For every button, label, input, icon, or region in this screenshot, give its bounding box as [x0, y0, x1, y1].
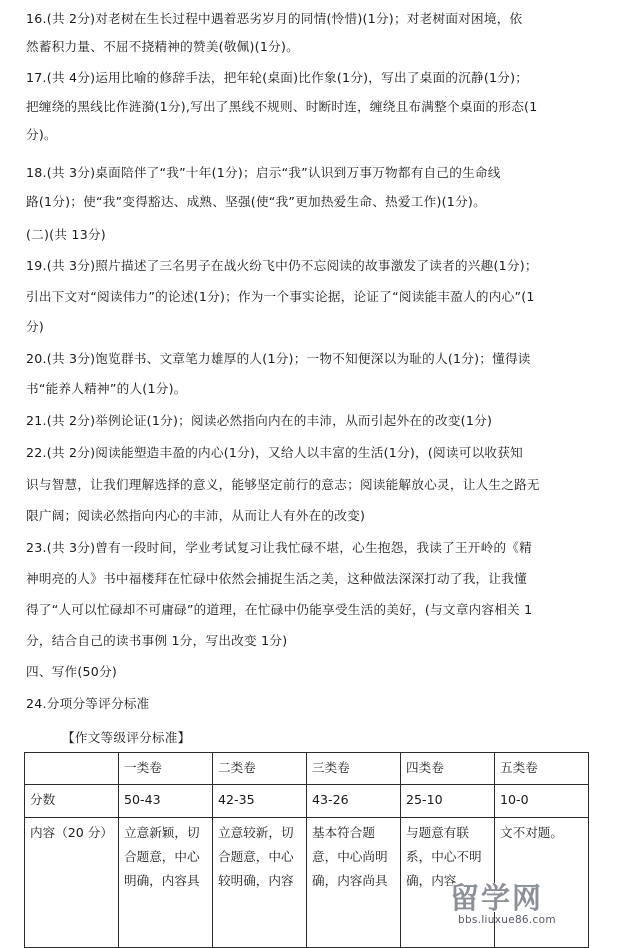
table-cell: 43-26 [307, 785, 401, 818]
answer-16-line-2: 然蓄积力量、不屈不挠精神的赞美(敬佩)(1分)。 [26, 39, 299, 54]
section-2-heading: (二)(共 13分) [26, 227, 106, 242]
answer-16-line-1: 16.(共 2分)对老树在生长过程中遇着恶劣岁月的同情(怜惜)(1分)；对老树面对困境，依 [26, 11, 523, 26]
cell-text-line: 较明确，内容 [218, 873, 294, 888]
table-header-cell: 一类卷 [119, 753, 213, 785]
question-24-heading: 24.分项分等评分标准 [26, 696, 150, 711]
answer-19-line-1: 19.(共 3分)照片描述了三名男子在战火纷飞中仍不忘阅读的故事激发了读者的兴趣(1分)； [26, 258, 538, 273]
watermark-logo-text: 留学网 [450, 881, 544, 915]
answer-22-line-1: 22.(共 2分)阅读能塑造丰盈的内心(1分)，又给人以丰富的生活(1分)，(阅读可以收获知 [26, 445, 523, 460]
answer-20-line-1: 20.(共 3分)饱览群书、文章笔力雄厚的人(1分)；一物不知便深以为耻的人(1分)；懂得读 [26, 351, 531, 366]
answer-23-line-2: 神明亮的人》书中福楼拜在忙碌中依然会捕捉生活之美，这种做法深深打动了我，让我懂 [26, 571, 527, 586]
answer-23-line-4: 分，结合自己的读书事例 1分，写出改变 1分) [26, 633, 288, 648]
answer-23-line-1: 23.(共 3分)曾有一段时间，学业考试复习让我忙碌不堪，心生抱怨，我读了王开岭的《精 [26, 540, 532, 555]
table-header-cell: 二类卷 [213, 753, 307, 785]
table-cell: 10-0 [495, 785, 589, 818]
cell-text-line: 确，内容 [406, 873, 457, 888]
table-header-cell: 五类卷 [495, 753, 589, 785]
cell-text-line: 文不对题。 [500, 825, 563, 840]
answer-21-line-1: 21.(共 2分)举例论证(1分)；阅读必然指向内在的丰沛，从而引起外在的改变(1分) [26, 413, 493, 428]
cell-text-line: 与题意有联 [406, 825, 469, 840]
cell-text-line: 合题意，中心 [218, 849, 294, 864]
answer-17-line-1: 17.(共 4分)运用比喻的修辞手法，把年轮(桌面)比作象(1分)，写出了桌面的沉静(1分)； [26, 70, 529, 85]
table-header-cell: 三类卷 [307, 753, 401, 785]
table-cell [307, 818, 401, 948]
answer-20-line-2: 书“能养人精神”的人(1分)。 [26, 381, 187, 396]
cell-text-line: 系，中心不明 [406, 849, 482, 864]
table-header-cell [25, 753, 119, 785]
answer-17-line-3: 分)。 [26, 127, 57, 142]
cell-text-line: 立意新颖，切 [124, 825, 200, 840]
cell-text-line: 明确，内容具 [124, 873, 200, 888]
table-cell: 42-35 [213, 785, 307, 818]
watermark-url: bbs.liuxue86.com [458, 914, 556, 926]
cell-text-line: 确，内容尚具 [312, 873, 388, 888]
answer-19-line-2: 引出下文对“阅读伟力”的论述(1分)；作为一个事实论据，论证了“阅读能丰盈人的内心”(1 [26, 289, 535, 304]
table-cell: 分数 [25, 785, 119, 818]
table-cell: 内容（20 分） [25, 818, 119, 948]
answer-18-line-1: 18.(共 3分)桌面陪伴了“我”十年(1分)；启示“我”认识到万事万物都有自己的生命线 [26, 165, 501, 180]
answer-22-line-2: 识与智慧，让我们理解选择的意义，能够坚定前行的意志；阅读能解放心灵，让人生之路无 [26, 477, 540, 492]
table-score-row [25, 785, 589, 818]
table-cell [213, 818, 307, 948]
answer-19-line-3: 分) [26, 319, 45, 334]
answer-23-line-3: 得了“人可以忙碌却不可庸碌”的道理，在忙碌中仍能享受生活的美好，(与文章内容相关 1 [26, 602, 533, 617]
section-4-heading: 四、写作(50分) [26, 664, 118, 679]
table-cell: 25-10 [401, 785, 495, 818]
table-header-cell: 四类卷 [401, 753, 495, 785]
answer-22-line-3: 限广阔；阅读必然指向内心的丰沛，从而让人有外在的改变) [26, 508, 366, 523]
table-cell [119, 818, 213, 948]
table-cell: 50-43 [119, 785, 213, 818]
cell-text-line: 合题意，中心 [124, 849, 200, 864]
answer-18-line-2: 路(1分)；使“我”变得豁达、成熟、坚强(使“我”更加热爱生命、热爱工作)(1分)。 [26, 194, 486, 209]
cell-text-line: 立意较新，切 [218, 825, 294, 840]
table-header-row [25, 753, 589, 785]
site-watermark [450, 876, 610, 934]
answer-17-line-2: 把缠绕的黑线比作涟漪(1分),写出了黑线不规则、时断时连，缠绕且布满整个桌面的形态(1 [26, 99, 538, 114]
table-title: 【作文等级评分标准】 [62, 730, 191, 745]
cell-text-line: 意，中心尚明 [312, 849, 388, 864]
cell-text-line: 基本符合题 [312, 825, 375, 840]
